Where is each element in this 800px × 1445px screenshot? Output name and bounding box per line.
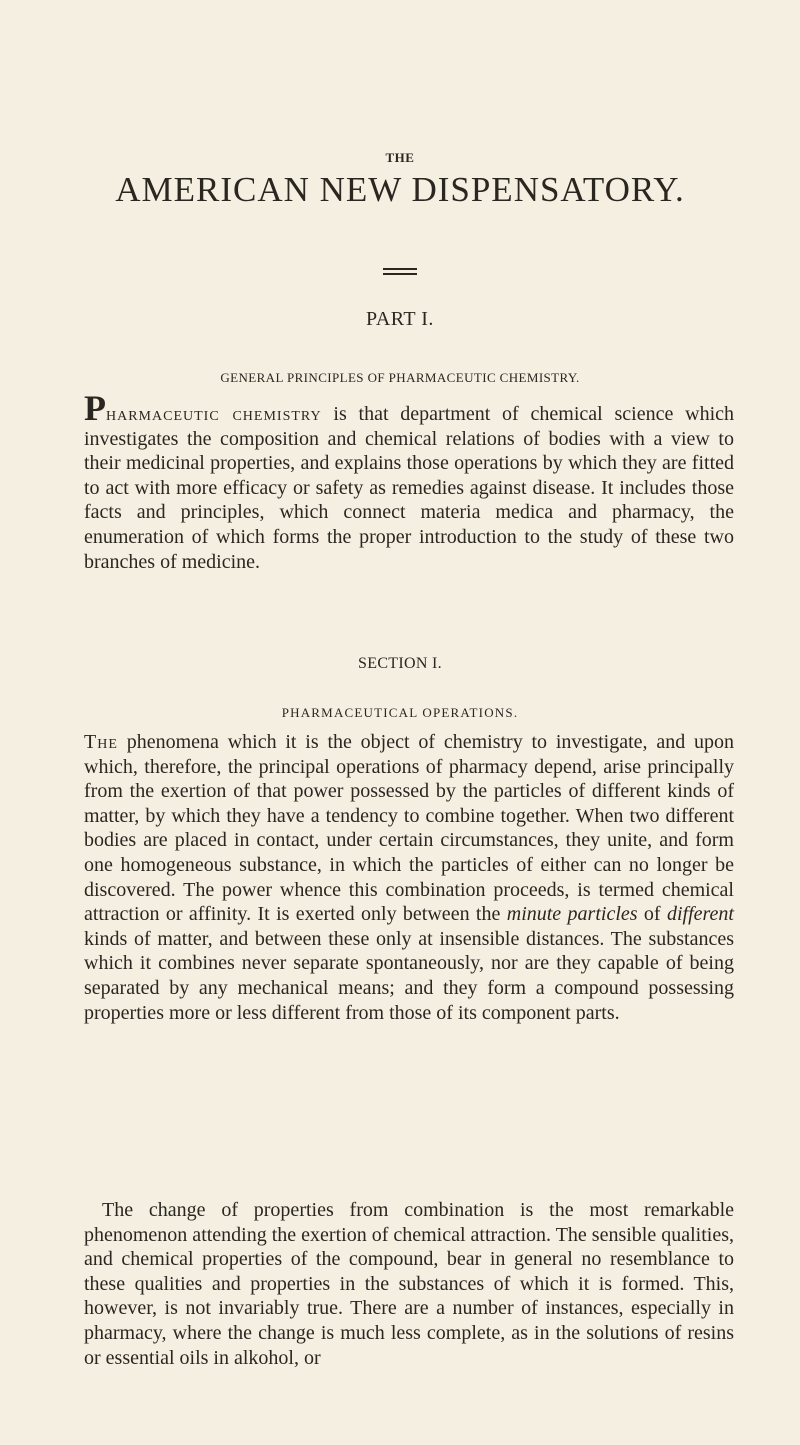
ornamental-rule: [383, 268, 417, 270]
paragraph-text: of: [637, 903, 667, 926]
intro-text: is that department of chemical science which investigates the composition and chemical relations of bodies with a view to their medicinal properties, and explains those operations by which they are fitted to act with more efficacy or safety as remedies against disease. It includes those facts and principles, which connect materia medica and pharmacy, the enumeration of which forms the proper introduction to the study of these two branches of medicine.: [84, 403, 734, 573]
paragraph-text: kinds of matter, and between these only at insensible distances. The substances which it combines never separate spontaneously, nor are they capable of being separated by any mechanical means; and they form a compound possessing properties more or less different from those of its component parts.: [84, 927, 734, 1024]
title-article: THE: [385, 150, 415, 165]
section-heading: SECTION I.: [358, 655, 442, 672]
section-subheading: PHARMACEUTICAL OPERATIONS.: [281, 705, 519, 720]
book-title: AMERICAN NEW DISPENSATORY.: [115, 170, 685, 209]
ornamental-rule: [383, 273, 417, 275]
section-paragraph-1: [84, 730, 734, 1025]
section-paragraph-2: [84, 1198, 734, 1370]
lead-small-caps: The: [84, 731, 118, 753]
part-subheading: GENERAL PRINCIPLES OF PHARMACEUTIC CHEMISTRY.: [220, 370, 580, 385]
paragraph-text: phenomena which it is the object of chemistry to investigate, and upon which, therefore, the principal operations of pharmacy depend, arise principally from the exertion of that power possessed by the particles of different kinds of matter, by which they have a tendency to combine together. When two different bodies are placed in contact, under certain circumstances, they unite, and form one homogeneous substance, in which the particles of either can no longer be discovered. The power whence this combination proceeds, is termed chemical attraction or affinity. It is exerted only between the: [84, 731, 734, 926]
part-heading: PART I.: [366, 308, 434, 330]
italic-phrase: minute particles: [506, 903, 638, 926]
lead-small-caps: harmaceutic chemistry: [106, 403, 322, 425]
italic-phrase: different: [666, 903, 734, 926]
paragraph-text: The change of properties from combination is the most remarkable phenomenon attending the exertion of chemical attraction. The sensible qualities, and chemical properties of the compound, bear in general no resemblance to these qualities and properties in the substances of which it is formed. This, however, is not invariably true. There are a number of instances, especially in pharmacy, where the change is much less complete, as in the solutions of resins or essential oils in alkohol, or: [84, 1199, 734, 1369]
drop-cap: P: [84, 388, 106, 428]
intro-paragraph: [84, 388, 734, 574]
